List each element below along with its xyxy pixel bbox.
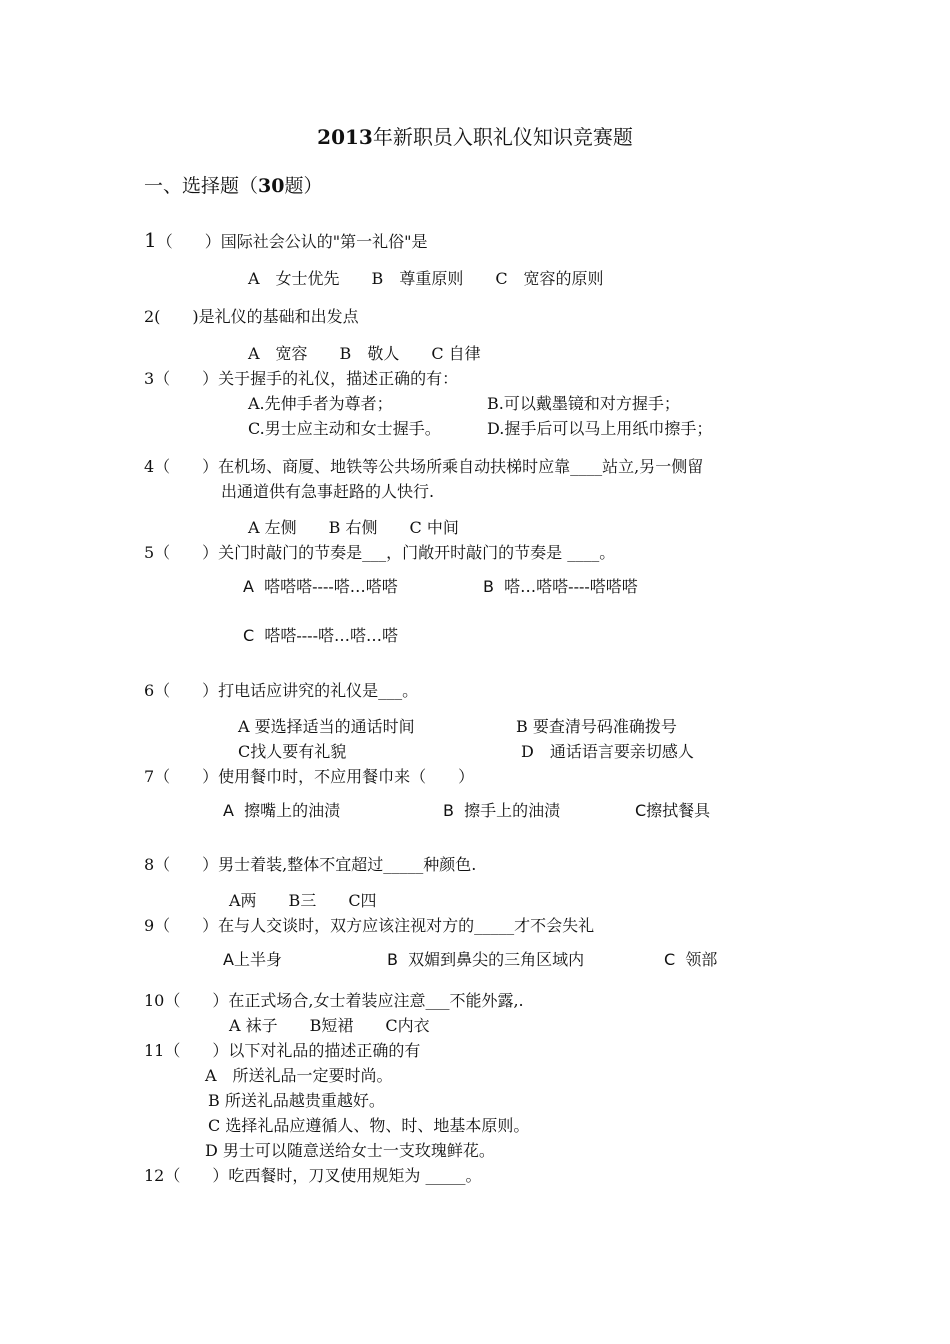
- section-prefix: 一、选择题（: [144, 175, 259, 197]
- question-11-option-d: D 男士可以随意送给女士一支玫瑰鲜花。: [205, 1141, 495, 1160]
- question-11-stem: 11（ ）以下对礼品的描述正确的有: [144, 1041, 421, 1060]
- option-b-label: B: [443, 801, 454, 820]
- question-9-option-c: [664, 952, 717, 968]
- question-6-stem: 6（ ）打电话应讲究的礼仪是___。: [144, 681, 419, 700]
- question-8-stem: 8（ ）男士着装,整体不宜超过_____种颜色.: [144, 855, 477, 874]
- question-6-option-a: A 要选择适当的通话时间: [238, 717, 415, 736]
- option-a-text: 擦嘴上的油渍: [244, 801, 341, 820]
- question-3-stem: 3（ ）关于握手的礼仪，描述正确的有：: [144, 369, 459, 388]
- question-3-option-c: C.男士应主动和女士握手。: [248, 419, 441, 438]
- question-4-stem-continued: 出通道供有急事赶路的人快行.: [221, 482, 435, 501]
- question-6-option-c: C找人要有礼貌: [238, 742, 347, 761]
- question-7-stem: 7（ ）使用餐巾时，不应用餐巾来（ ）: [144, 767, 475, 786]
- option-b-label: B: [483, 577, 494, 596]
- section-heading: [144, 177, 322, 196]
- question-6-option-d: D 通话语言要亲切感人: [521, 742, 694, 761]
- question-7-option-a: [223, 803, 340, 819]
- question-9-stem: 9（ ）在与人交谈时，双方应该注视对方的_____才不会失礼: [144, 916, 595, 935]
- question-5-stem: 5（ ）关门时敲门的节奏是___，门敞开时敲门的节奏是 ____。: [144, 543, 616, 562]
- title-year: 2013: [317, 125, 373, 149]
- question-6-option-b: B 要查清号码准确拨号: [516, 717, 677, 736]
- question-9-option-b: [387, 952, 584, 968]
- option-c-text: 擦拭餐具: [646, 801, 711, 820]
- section-suffix: 题）: [284, 175, 323, 197]
- question-10-options: A 袜子 B短裙 C内衣: [229, 1016, 430, 1035]
- question-3-option-b: B.可以戴墨镜和对方握手；: [487, 394, 680, 413]
- option-a-label: A: [223, 801, 234, 820]
- option-b-label: B: [387, 950, 398, 969]
- option-b-text: 双媚到鼻尖的三角区域内: [408, 950, 585, 969]
- question-1-stem: （ ）国际社会公认的"第一礼俗"是: [156, 232, 428, 251]
- question-11-option-a: A 所送礼品一定要时尚。: [205, 1066, 393, 1085]
- question-8-options: A两 B三 C四: [229, 891, 377, 910]
- option-c-label: C: [243, 626, 255, 645]
- question-11-option-c: C 选择礼品应遵循人、物、时、地基本原则。: [208, 1116, 530, 1135]
- option-b-text: 嗒…嗒嗒----嗒嗒嗒: [504, 577, 638, 596]
- question-2-options: A 宽容 B 敬人 C 自律: [248, 344, 481, 363]
- option-c-text: 领部: [685, 950, 718, 969]
- option-b-text: 擦手上的油渍: [464, 801, 561, 820]
- question-3-option-d: D.握手后可以马上用纸巾擦手；: [487, 419, 713, 438]
- question-3-option-a: A.先伸手者为尊者；: [248, 394, 393, 413]
- option-a-text: 嗒嗒嗒----嗒…嗒嗒: [264, 577, 398, 596]
- option-a-text: 上半身: [233, 950, 282, 969]
- question-9-option-a: [223, 952, 282, 968]
- question-7-option-b: [443, 803, 560, 819]
- option-a-label: A: [223, 950, 234, 969]
- question-11-option-b: B 所送礼品越贵重越好。: [208, 1091, 385, 1110]
- title-text: 年新职员入职礼仪知识竞赛题: [372, 125, 633, 149]
- question-2-stem: 2( )是礼仪的基础和出发点: [144, 307, 359, 326]
- question-12-stem: 12（ ）吃西餐时，刀叉使用规矩为 _____。: [144, 1166, 482, 1185]
- option-c-label: C: [664, 950, 676, 969]
- question-1-options: A 女士优先 B 尊重原则 C 宽容的原则: [248, 269, 604, 288]
- question-4-stem: 4（ ）在机场、商厦、地铁等公共场所乘自动扶梯时应靠____站立,另一侧留: [144, 457, 704, 476]
- question-10-stem: 10（ ）在正式场合,女士着装应注意___不能外露,.: [144, 991, 524, 1010]
- question-7-option-c: [635, 803, 710, 819]
- page-title: [0, 127, 950, 147]
- option-c-label: C: [635, 801, 647, 820]
- question-5-option-b: [483, 579, 638, 595]
- section-count: 30: [258, 175, 285, 197]
- question-1: [144, 230, 427, 250]
- question-5-option-c: [243, 628, 398, 644]
- option-c-text: 嗒嗒----嗒…嗒…嗒: [264, 626, 398, 645]
- question-5-option-a: [243, 579, 398, 595]
- question-1-number: 1: [144, 228, 157, 252]
- option-a-label: A: [243, 577, 254, 596]
- question-4-options: A 左侧 B 右侧 C 中间: [248, 518, 459, 537]
